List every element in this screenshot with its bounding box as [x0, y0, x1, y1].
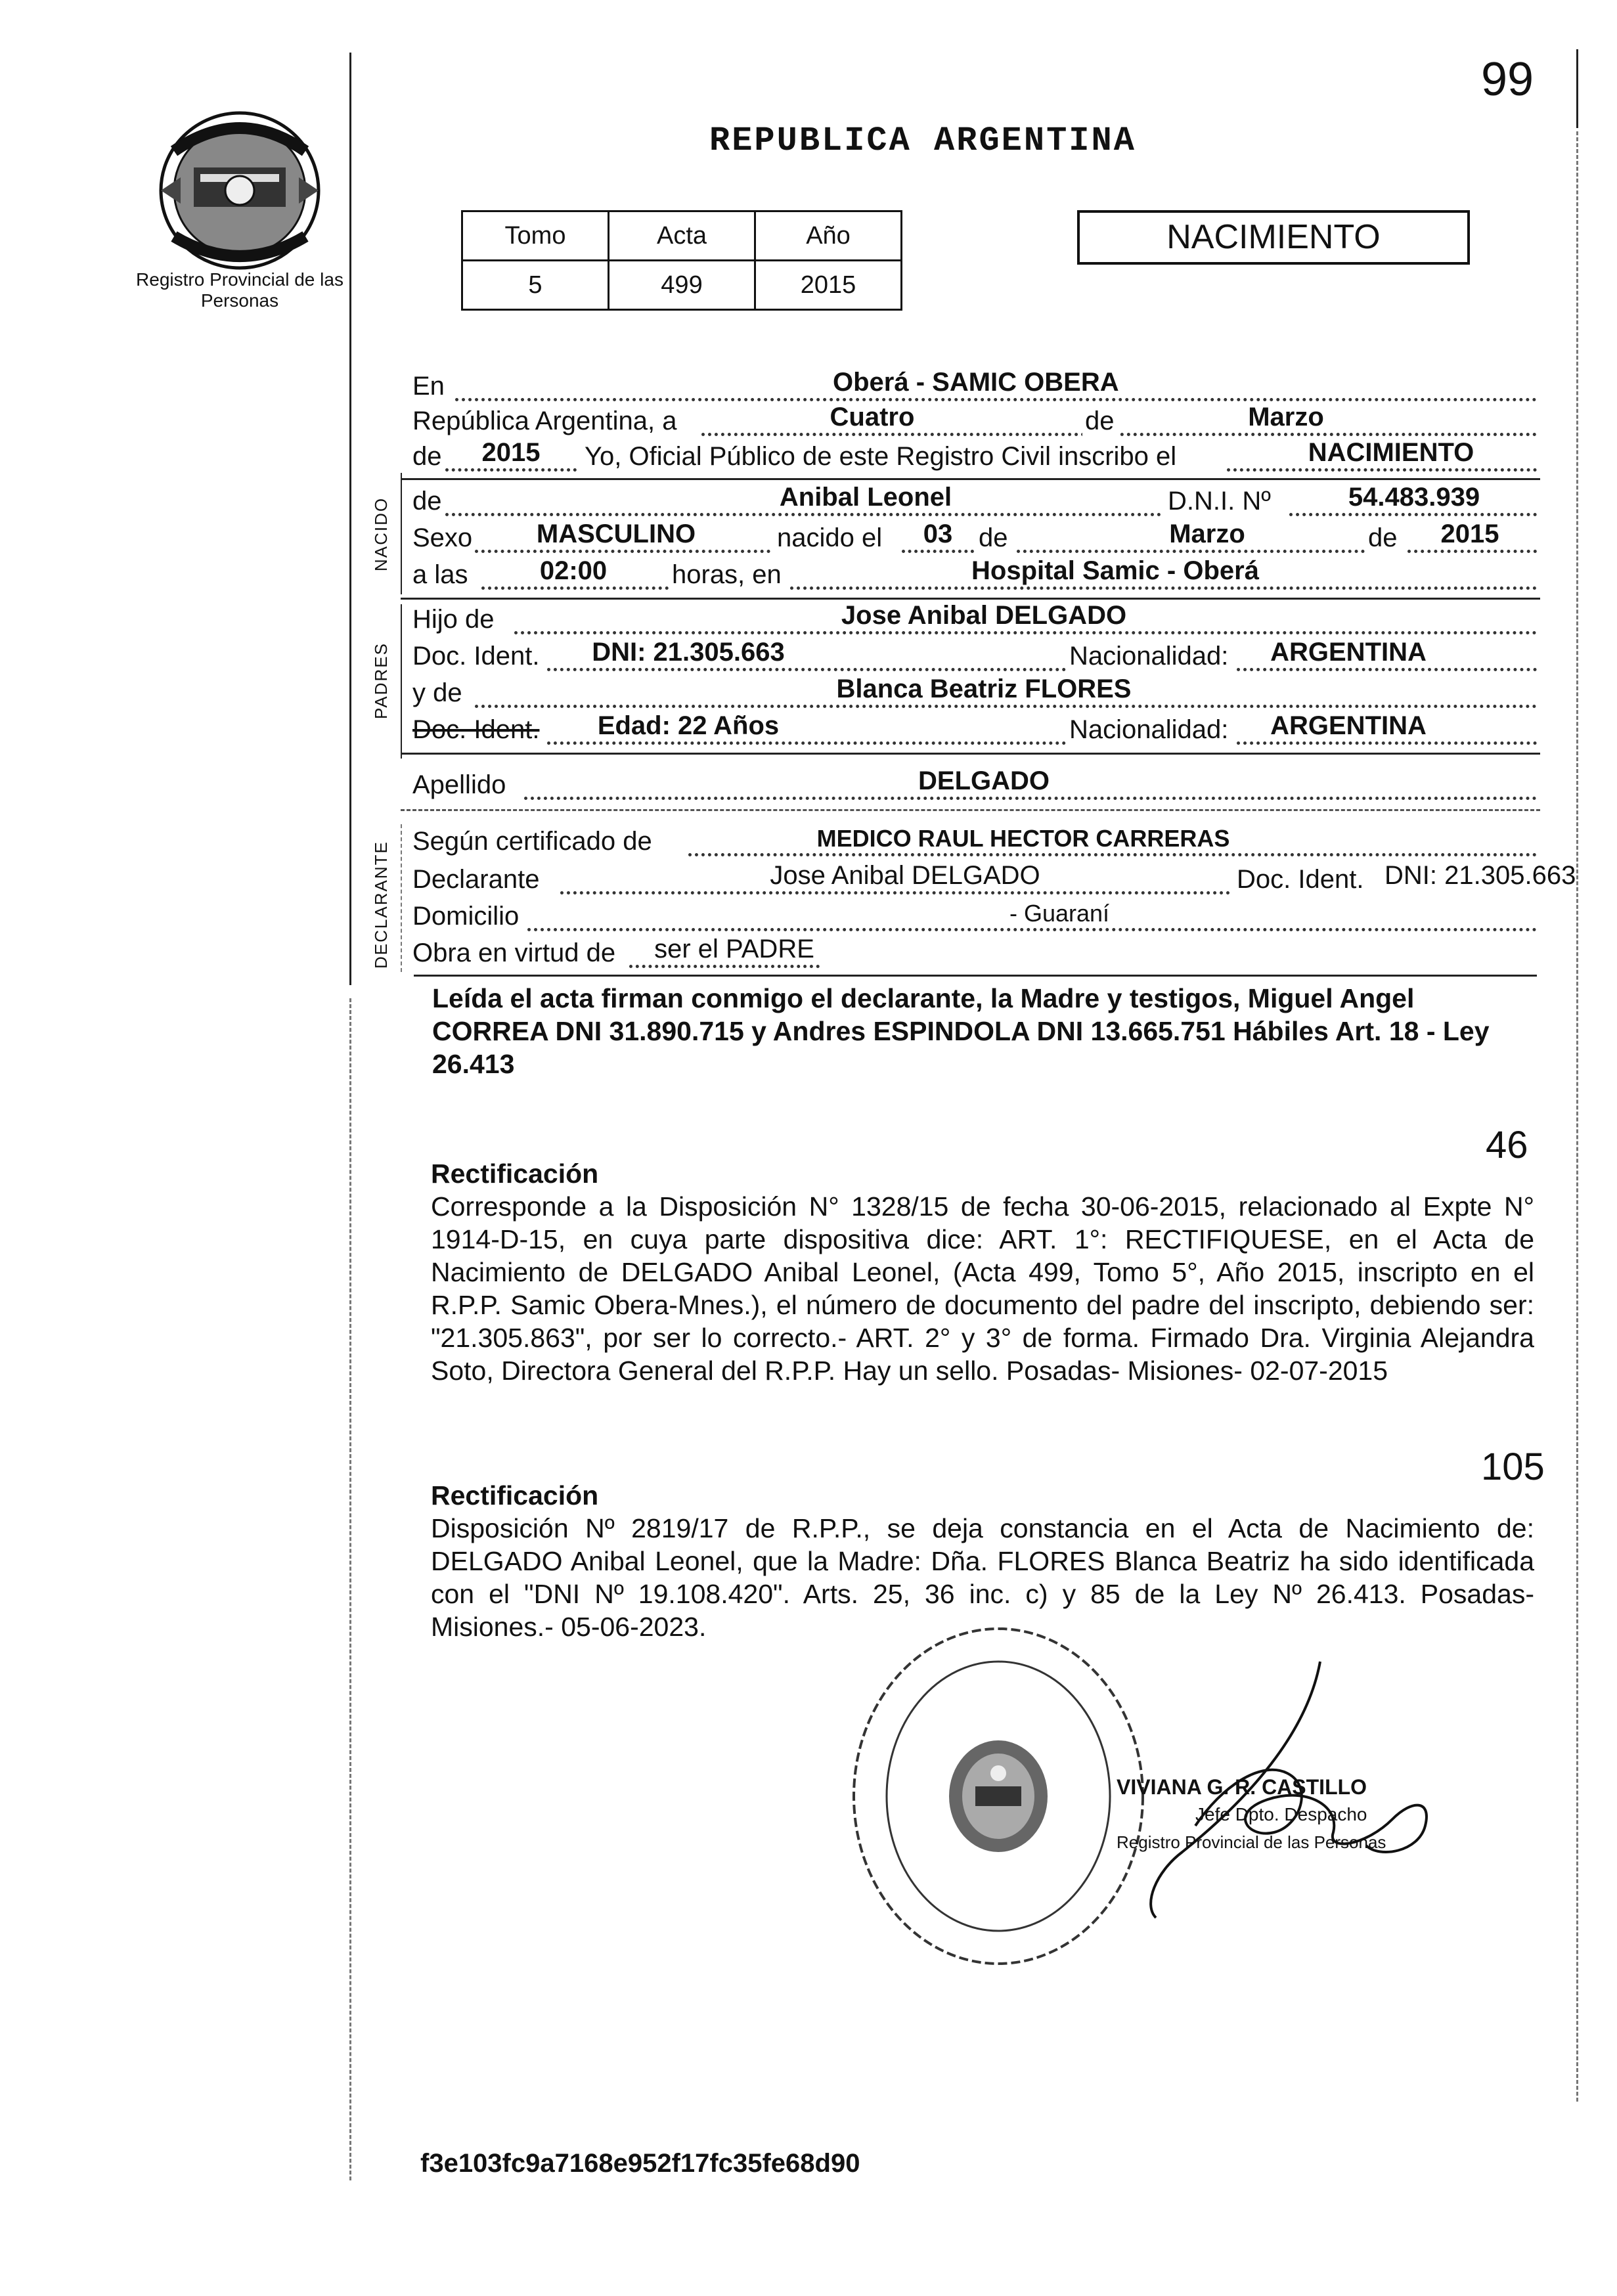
- apellido-value: DELGADO: [918, 766, 1050, 795]
- anio-value: 2015: [755, 261, 902, 310]
- row-padre: [412, 601, 1537, 637]
- hora-label: a las: [412, 560, 468, 589]
- signer-office: Registro Provincial de las Personas: [1117, 1832, 1386, 1852]
- hijo-de-label: Hijo de: [412, 605, 495, 634]
- obra-value: ser el PADRE: [654, 935, 814, 963]
- province-coat-of-arms-logo: [148, 105, 332, 276]
- domicilio-value: - Guaraní: [1009, 900, 1110, 927]
- de-year-label: de: [412, 442, 442, 471]
- domicilio-label: Domicilio: [412, 902, 520, 931]
- handwritten-signature: [1117, 1655, 1458, 1931]
- apellido-label: Apellido: [412, 770, 506, 799]
- padre-doc-value: DNI: 21.305.663: [592, 638, 785, 667]
- document-type-box: NACIMIENTO: [1077, 210, 1470, 265]
- rectification-2-body: Disposición Nº 2819/17 de R.P.P., se deja constancia en el Acta de Nacimiento de: DELGADO Anibal Leonel, que la Madre: Dña. FLORES Blanca Beatriz ha sido identificada con el "DNI Nº 19.108.420". Arts. 25, 36 inc. c) y 85 de la Ley Nº 26.413. Posadas- Misiones.- 05-06-2023.: [431, 1513, 1534, 1642]
- inscribo-text: Yo, Oficial Público de este Registro Civil inscribo el: [585, 442, 1177, 471]
- birth-day-value: 03: [923, 519, 953, 548]
- rectification-1-title: Rectificación: [431, 1159, 599, 1189]
- madre-nacionalidad-value: ARGENTINA: [1270, 711, 1427, 740]
- registry-name: Registro Provincial de las Personas: [136, 269, 343, 311]
- tomo-value: 5: [462, 261, 609, 310]
- horas-en-label: horas, en: [672, 560, 782, 589]
- row-certificado: [412, 826, 1537, 859]
- nombre-label: de: [412, 487, 442, 516]
- rectification-2-number: 105: [1481, 1446, 1545, 1488]
- en-label: En: [412, 372, 445, 401]
- row-declarante: [412, 861, 1576, 897]
- row-sexo: [412, 519, 1537, 556]
- declarante-value: Jose Anibal DELGADO: [770, 861, 1040, 890]
- sexo-value: MASCULINO: [536, 519, 696, 548]
- certificado-label: Según certificado de: [412, 827, 652, 856]
- row-year: [412, 438, 1537, 474]
- row-nombre: [412, 483, 1537, 519]
- birth-year-value: 2015: [1440, 519, 1499, 548]
- month-value: Marzo: [1248, 403, 1324, 431]
- row-obra: [412, 935, 1537, 971]
- de-label: de: [1082, 407, 1117, 436]
- certificado-value: MEDICO RAUL HECTOR CARRERAS: [816, 825, 1230, 852]
- republica-label: República Argentina, a: [412, 407, 677, 435]
- rectification-2-title: Rectificación: [431, 1480, 599, 1511]
- acta-table: [461, 210, 902, 311]
- padre-value: Jose Anibal DELGADO: [841, 601, 1127, 630]
- day-value: Cuatro: [830, 403, 915, 431]
- madre-doc-value: Edad: 22 Años: [597, 711, 780, 740]
- hora-value: 02:00: [539, 556, 608, 585]
- padre-nacionalidad-value: ARGENTINA: [1270, 638, 1427, 667]
- y-de-label: y de: [412, 678, 462, 707]
- declarante-label: Declarante: [412, 865, 540, 894]
- birth-month-value: Marzo: [1169, 519, 1245, 548]
- padre-nac-label: Nacionalidad:: [1069, 642, 1229, 671]
- de-year2-label: de: [1368, 523, 1398, 552]
- row-madre-doc: [412, 711, 1537, 747]
- sexo-label: Sexo: [412, 523, 473, 552]
- side-label-declarante: DECLARANTE: [371, 841, 391, 969]
- row-hora: [412, 556, 1537, 592]
- page-number: 99: [1481, 53, 1534, 106]
- side-label-padres: PADRES: [371, 642, 391, 719]
- dni-label: D.N.I. Nº: [1168, 487, 1271, 516]
- rectification-1-body: Corresponde a la Disposición N° 1328/15 de fecha 30-06-2015, relacionado al Expte N° 1914-D-15, en cuya parte dispositiva dice: ART. 1°: RECTIFIQUESE, en el Acta de Nacimiento de DELGADO Anibal Leonel, (Acta 499, Tomo 5°, Año 2015, inscripto en el R.P.P. Samic Obera-Mnes.), el número de documento del padre del inscripto, debiendo ser: "21.305.863", por ser lo correcto.- ART. 2° y 3° de forma. Firmado Dra. Virginia Alejandra Soto, Directora General del R.P.P. Hay un sello. Posadas- Misiones- 02-07-2015: [431, 1191, 1534, 1386]
- acta-header: Acta: [609, 211, 755, 261]
- document-title: REPUBLICA ARGENTINA: [709, 121, 1136, 160]
- row-madre: [412, 674, 1537, 711]
- madre-value: Blanca Beatriz FLORES: [836, 674, 1132, 703]
- madre-nac-label: Nacionalidad:: [1069, 715, 1229, 744]
- tomo-header: Tomo: [462, 211, 609, 261]
- signer-name: VIVIANA G. R. CASTILLO: [1117, 1775, 1367, 1799]
- document-hash: f3e103fc9a7168e952f17fc35fe68d90: [420, 2149, 860, 2178]
- row-padre-doc: [412, 638, 1537, 674]
- acta-type-value: NACIMIENTO: [1308, 438, 1474, 467]
- madre-doc-label: Doc. Ident.: [412, 715, 540, 744]
- side-label-nacido: NACIDO: [371, 497, 391, 571]
- signing-statement: Leída el acta firman conmigo el declarante, la Madre y testigos, Miguel Angel CORREA DNI 31.890.715 y Andres ESPINDOLA DNI 13.665.751 Hábiles Art. 18 - Ley 26.413: [432, 983, 1490, 1079]
- de-month-label: de: [979, 523, 1008, 552]
- padre-doc-label: Doc. Ident.: [412, 642, 540, 671]
- row-en: [412, 368, 1537, 404]
- row-domicilio: [412, 901, 1537, 934]
- anio-header: Año: [755, 211, 902, 261]
- year-value: 2015: [481, 438, 541, 467]
- nombre-value: Anibal Leonel: [779, 483, 952, 512]
- rectification-1-number: 46: [1486, 1124, 1528, 1166]
- obra-label: Obra en virtud de: [412, 938, 616, 967]
- nacido-label: nacido el: [777, 523, 883, 552]
- row-apellido: [412, 766, 1537, 803]
- en-value: Oberá - SAMIC OBERA: [833, 368, 1119, 397]
- official-seal-stamp: [847, 1622, 1149, 1970]
- dni-value: 54.483.939: [1348, 483, 1480, 512]
- row-republica: [412, 403, 1537, 439]
- signer-position: Jefe Dpto. Despacho: [1195, 1804, 1367, 1824]
- declarante-doc-label: Doc. Ident.: [1237, 865, 1364, 894]
- declarante-doc-value: DNI: 21.305.663: [1384, 861, 1576, 890]
- acta-value: 499: [609, 261, 755, 310]
- lugar-value: Hospital Samic - Oberá: [971, 556, 1259, 585]
